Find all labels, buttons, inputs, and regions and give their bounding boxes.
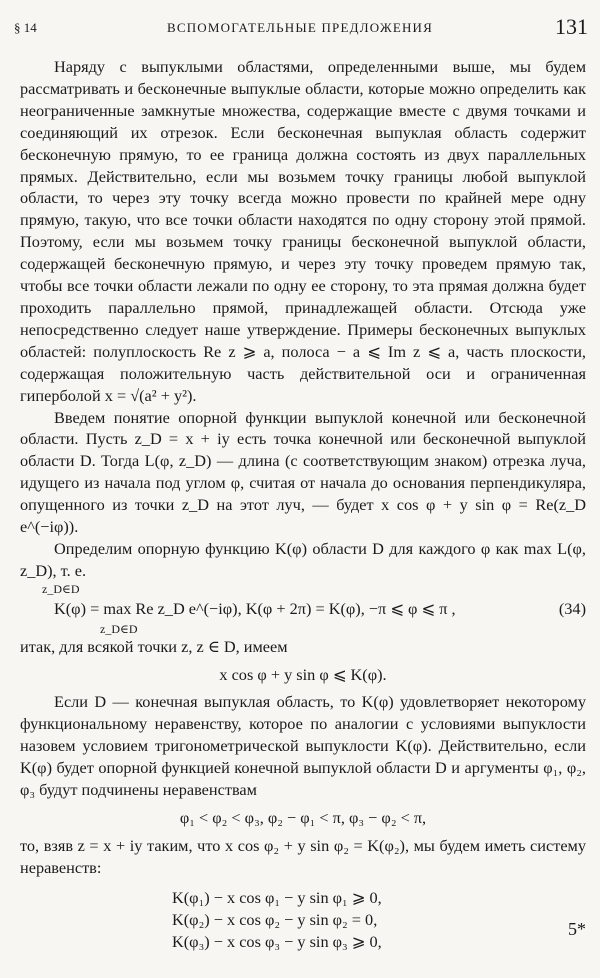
signature-mark: 5*: [568, 919, 586, 939]
paragraph-system-intro: то, взяв z = x + iy таким, что x cos φ₂ + y sin φ₂ = K(φ₂), мы будем иметь систему неравенств:: [20, 835, 586, 877]
page-number: 131: [555, 14, 588, 39]
equation-34-subscript: z_D∈D: [100, 621, 138, 636]
angle-inequalities: φ₁ < φ₂ < φ₃, φ₂ − φ₁ < π, φ₃ − φ₂ < π,: [179, 808, 427, 827]
running-title: ВСПОМОГАТЕЛЬНЫЕ ПРЕДЛОЖЕНИЯ: [166, 20, 434, 35]
paragraph-support-function-definition: Определим опорную функцию K(φ) области D для каждого φ как max L(φ, z_D), т. е.: [20, 538, 586, 580]
paragraph-support-function-intro: Введем понятие опорной функции выпуклой конечной или бесконечной области. Пусть z_D = x + iy есть точка конечной или бесконечной выпуклой области D. Тогда L(φ, z_D) — длина (с соответствующим знаком) отрезка луча, идущего из начала под углом φ, считая от начала до основания перпендикуляра, опущенного из точки z_D на этот луч, — будет x cos φ + y sin φ = Re(z_D e^(−iφ)).: [20, 407, 586, 537]
paragraph-for-any-point: итак, для всякой точки z, z ∈ D, имеем: [20, 636, 288, 656]
equation-number: (34): [558, 598, 586, 618]
equation-34: [54, 598, 586, 620]
inequality-system: [172, 887, 586, 953]
paragraph-trig-convexity: Если D — конечная выпуклая область, то K(φ) удовлетворяет некоторому функциональному неравенству, которое по аналогии с условиями выпуклости назовем условием тригонометрической выпуклости K(φ). Действительно, если K(φ) будет опорной функцией конечной выпуклой области D и аргументы φ₁, φ₂, φ₃ будут подчинены неравенствам: [20, 692, 586, 800]
max-subscript: z_D∈D: [42, 581, 80, 596]
paragraph-convex-regions: Наряду с выпуклыми областями, определенными выше, мы будем рассматривать и бесконечные выпуклые области, которые можно определить как неограниченные замкнутые множества, содержащие вместе с двумя точками и соединяющий их отрезок. Если бесконечная выпуклая область содержит бесконечную прямую, то ее граница должна состоять из двух параллельных прямых. Действительно, если мы возьмем точку границы любой выпуклой области, то через эту точку всегда можно провести по крайней мере одну прямую, такую, что все точки области находятся по одну сторону этой прямой. Поэтому, если мы возьмем точку границы бесконечной выпуклой области, содержащей бесконечную прямую, и через эту точку проведем прямую так, чтобы все точки области лежали по одну ее сторону, то эта прямая должна будет проходить параллельно прямой, принадлежащей области. Отсюда уже непосредственно следует наше утверждение. Примеры бесконечных выпуклых областей: полуплоскость Re z ⩾ a, полоса − a ⩽ Im z ⩽ a, часть плоскости, содержащая положительную часть действительной оси и ограниченная гиперболой x = √(a² + y²).: [20, 57, 586, 405]
system-line-1: K(φ₁) − x cos φ₁ − y sin φ₁ ⩾ 0,: [172, 887, 382, 907]
equation-34-body: K(φ) = max Re z_D e^(−iφ), K(φ + 2π) = K(φ), −π ⩽ φ ⩽ π ,: [54, 598, 456, 618]
support-inequality: x cos φ + y sin φ ⩽ K(φ).: [219, 664, 387, 684]
page-body: [20, 56, 586, 953]
system-line-3: K(φ₃) − x cos φ₃ − y sin φ₃ ⩾ 0,: [172, 931, 382, 951]
section-number: § 14: [14, 20, 37, 35]
page-header: [0, 14, 600, 44]
system-line-2: K(φ₂) − x cos φ₂ − y sin φ₂ = 0,: [172, 909, 378, 929]
